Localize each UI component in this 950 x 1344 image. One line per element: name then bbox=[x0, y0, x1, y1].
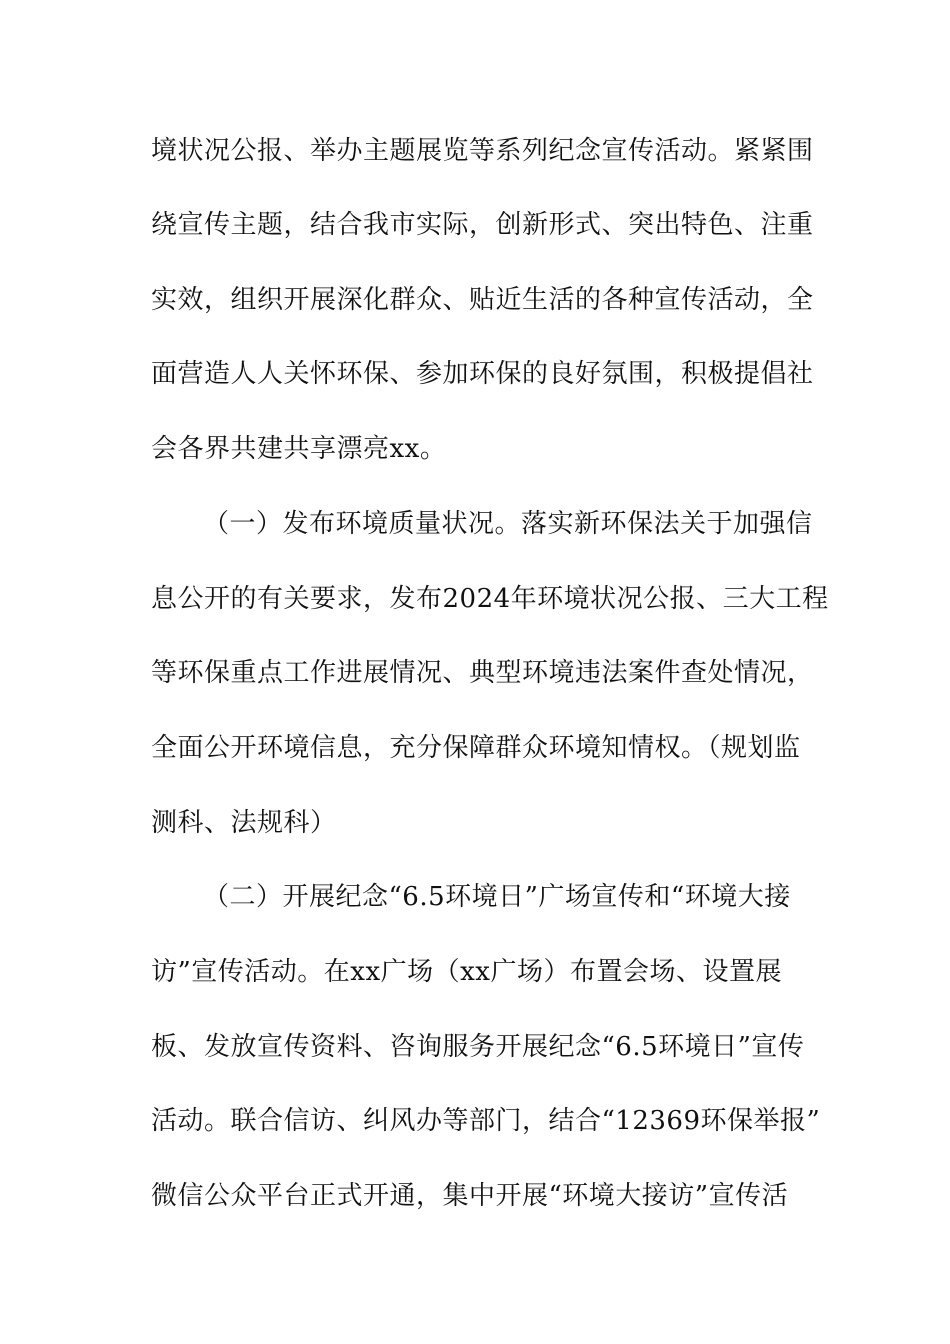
text-line: 访”宣传活动。在xx广场（xx广场）布置会场、设置展 bbox=[151, 957, 782, 987]
text-line: 会各界共建共享漂亮xx。 bbox=[151, 434, 447, 464]
text-line: 境状况公报、举办主题展览等系列纪念宣传活动。紧紧围 bbox=[151, 136, 814, 166]
paragraph-heading-2: （二）开展纪念“6.5环境日”广场宣传和“环境大接 bbox=[203, 882, 791, 912]
text-line: 面营造人人关怀环保、参加环保的良好氛围，积极提倡社 bbox=[151, 359, 814, 389]
text-line: 全面公开环境信息，充分保障群众环境知情权。（规划监 bbox=[151, 733, 801, 763]
text-line: 活动。联合信访、纠风办等部门，结合“12369环保举报” bbox=[151, 1106, 821, 1136]
text-line: 测科、法规科） bbox=[151, 808, 337, 838]
text-line: 绕宣传主题，结合我市实际，创新形式、突出特色、注重 bbox=[151, 210, 814, 240]
text-line: 息公开的有关要求，发布2024年环境状况公报、三大工程 bbox=[151, 584, 829, 614]
text-line: 板、发放宣传资料、咨询服务开展纪念“6.5环境日”宣传 bbox=[151, 1032, 805, 1062]
text-line: 微信公众平台正式开通，集中开展“环境大接访”宣传活 bbox=[151, 1181, 789, 1211]
text-line: 等环保重点工作进展情况、典型环境违法案件查处情况， bbox=[151, 658, 814, 688]
text-line: 实效，组织开展深化群众、贴近生活的各种宣传活动，全 bbox=[151, 285, 814, 315]
paragraph-heading-1: （一）发布环境质量状况。落实新环保法关于加强信 bbox=[203, 509, 813, 539]
